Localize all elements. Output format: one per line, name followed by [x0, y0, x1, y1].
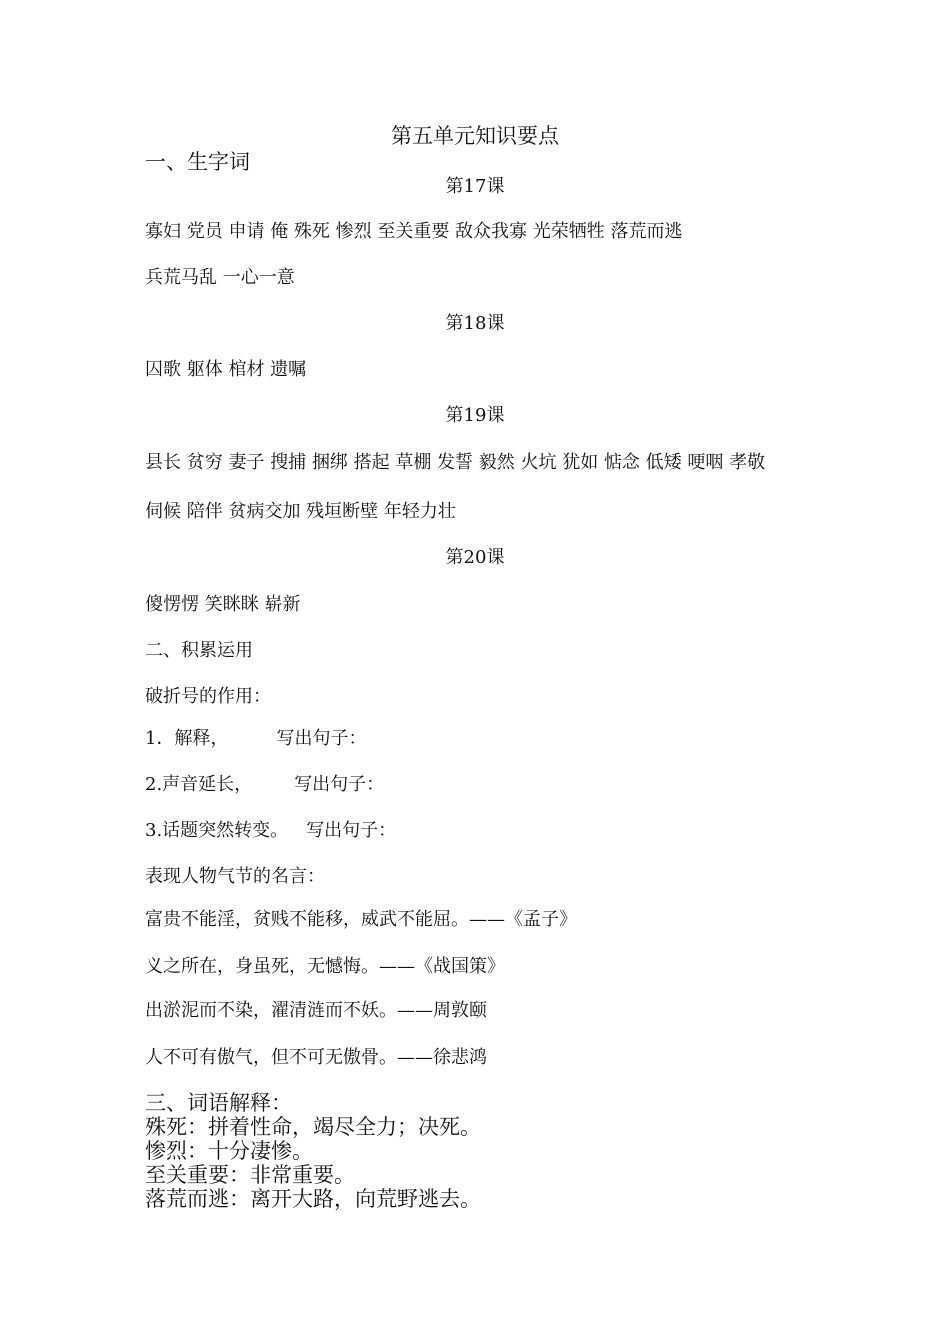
- lesson-18-words-line-1: 囚歌 躯体 棺材 遗嘱: [145, 359, 307, 380]
- dash-usage-prompt: 写出句子：: [294, 774, 385, 795]
- section-heading-definitions: 三、词语解释：: [145, 1091, 292, 1115]
- lesson-19-heading: 第19课: [445, 405, 505, 426]
- dash-usage-label: 2.声音延长，: [145, 774, 253, 795]
- dash-usage-item: [145, 819, 396, 843]
- dash-usage-item: [145, 773, 384, 797]
- section-heading-vocabulary: 一、生字词: [145, 150, 250, 174]
- section-heading-accumulation: 二、积累运用: [145, 640, 253, 661]
- lesson-20-heading: 第20课: [445, 547, 505, 568]
- dash-usage-prompt: 写出句子：: [306, 820, 397, 841]
- quote-line: 人不可有傲气，但不可无傲骨。——徐悲鸿: [145, 1047, 487, 1068]
- definition-line: 落荒而逃：离开大路，向荒野逃去。: [145, 1187, 481, 1211]
- lesson-17-words-line-2: 兵荒马乱 一心一意: [145, 267, 295, 288]
- document-title: 第五单元知识要点: [391, 124, 559, 148]
- lesson-18-heading: 第18课: [445, 313, 505, 334]
- definition-line: 至关重要：非常重要。: [145, 1163, 355, 1187]
- quote-line: 出淤泥而不染，濯清涟而不妖。——周敦颐: [145, 1000, 487, 1021]
- lesson-19-words-line-2: 伺候 陪伴 贫病交加 残垣断壁 年轻力壮: [145, 501, 456, 522]
- quote-line: 义之所在，身虽死，无憾悔。——《战国策》: [145, 956, 505, 977]
- definition-line: 殊死：拼着性命，竭尽全力；决死。: [145, 1115, 481, 1139]
- lesson-20-words-line-1: 傻愣愣 笑眯眯 崭新: [145, 594, 301, 615]
- quotes-intro: 表现人物气节的名言：: [145, 866, 325, 887]
- lesson-17-words-line-1: 寡妇 党员 申请 俺 殊死 惨烈 至关重要 敌众我寡 光荣牺牲 落荒而逃: [145, 221, 683, 242]
- lesson-19-words-line-1: 县长 贫穷 妻子 搜捕 捆绑 搭起 草棚 发誓 毅然 火坑 犹如 惦念 低矮 哽咽 孝敬: [145, 452, 766, 473]
- definition-line: 惨烈：十分凄惨。: [145, 1139, 313, 1163]
- dash-usage-item: [145, 727, 366, 751]
- dash-usage-label: 3.话题突然转变。: [145, 820, 289, 841]
- dash-usage-prompt: 写出句子：: [276, 728, 367, 749]
- dash-usage-intro: 破折号的作用：: [145, 686, 271, 707]
- quote-line: 富贵不能淫，贫贱不能移，威武不能屈。——《孟子》: [145, 909, 577, 930]
- lesson-17-heading: 第17课: [445, 176, 505, 197]
- dash-usage-label: 1．解释，: [145, 728, 229, 749]
